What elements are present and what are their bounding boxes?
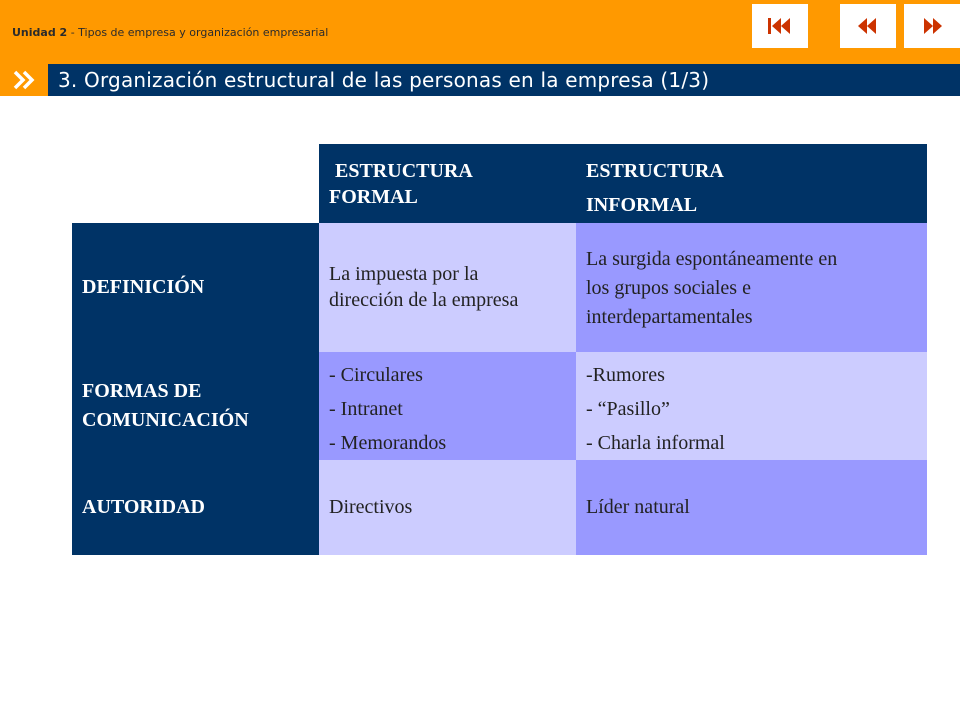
row-label-autoridad	[72, 460, 319, 555]
cell-text: los grupos sociales e	[586, 277, 751, 299]
cell-definicion-formal	[319, 223, 576, 352]
title-arrow-box	[0, 64, 48, 96]
unit-label	[12, 26, 328, 39]
cell-autoridad-formal	[319, 460, 576, 555]
fast-forward-icon	[904, 4, 960, 48]
header-formal-line-2: FORMAL	[329, 186, 418, 208]
row-label-definicion	[72, 223, 319, 352]
double-chevron-right-icon	[0, 64, 48, 96]
cell-autoridad-informal	[576, 460, 927, 555]
rewind-icon	[840, 4, 896, 48]
row-label-formas-line-2: COMUNICACIÓN	[82, 409, 249, 431]
row-label-formas-line-1: FORMAS DE	[82, 380, 202, 402]
list-item: - Intranet	[329, 398, 403, 420]
row-label-autoridad-text: AUTORIDAD	[82, 496, 205, 518]
cell-formas-informal	[576, 352, 927, 460]
cell-text: La surgida espontáneamente en	[586, 248, 838, 270]
list-item: -Rumores	[586, 364, 665, 386]
cell-text: dirección de la empresa	[329, 289, 519, 311]
unit-subtitle: - Tipos de empresa y organización empresarial	[67, 26, 329, 39]
list-item: - “Pasillo”	[586, 398, 670, 420]
slide-title: 3. Organización estructural de las personas en la empresa (1/3)	[58, 68, 710, 92]
row-label-definicion-text: DEFINICIÓN	[82, 276, 205, 298]
corner-cell	[72, 144, 319, 223]
cell-text: interdepartamentales	[586, 306, 753, 328]
list-item: - Memorandos	[329, 432, 447, 454]
cell-formas-formal	[319, 352, 576, 460]
first-slide-button[interactable]	[752, 4, 808, 48]
cell-text: Líder natural	[586, 496, 690, 518]
cell-text: La impuesta por la	[329, 263, 479, 285]
next-slide-button[interactable]	[904, 4, 960, 48]
unit-number: Unidad 2	[12, 26, 68, 39]
comparison-table	[72, 144, 927, 555]
header-informal-line-1: ESTRUCTURA	[586, 160, 724, 182]
header-formal	[319, 144, 576, 223]
list-item: - Circulares	[329, 364, 423, 386]
cell-text: Directivos	[329, 496, 413, 518]
table-header-row	[72, 144, 927, 223]
skip-to-first-icon	[752, 4, 808, 48]
header-informal	[576, 144, 927, 223]
table-row-formas	[72, 352, 927, 460]
table-row-definicion	[72, 223, 927, 352]
header-formal-line-1: ESTRUCTURA	[335, 160, 473, 182]
header-informal-line-2: INFORMAL	[586, 194, 698, 216]
table-row-autoridad	[72, 460, 927, 555]
cell-definicion-informal	[576, 223, 927, 352]
row-label-formas	[72, 352, 319, 460]
previous-slide-button[interactable]	[840, 4, 896, 48]
list-item: - Charla informal	[586, 432, 725, 454]
